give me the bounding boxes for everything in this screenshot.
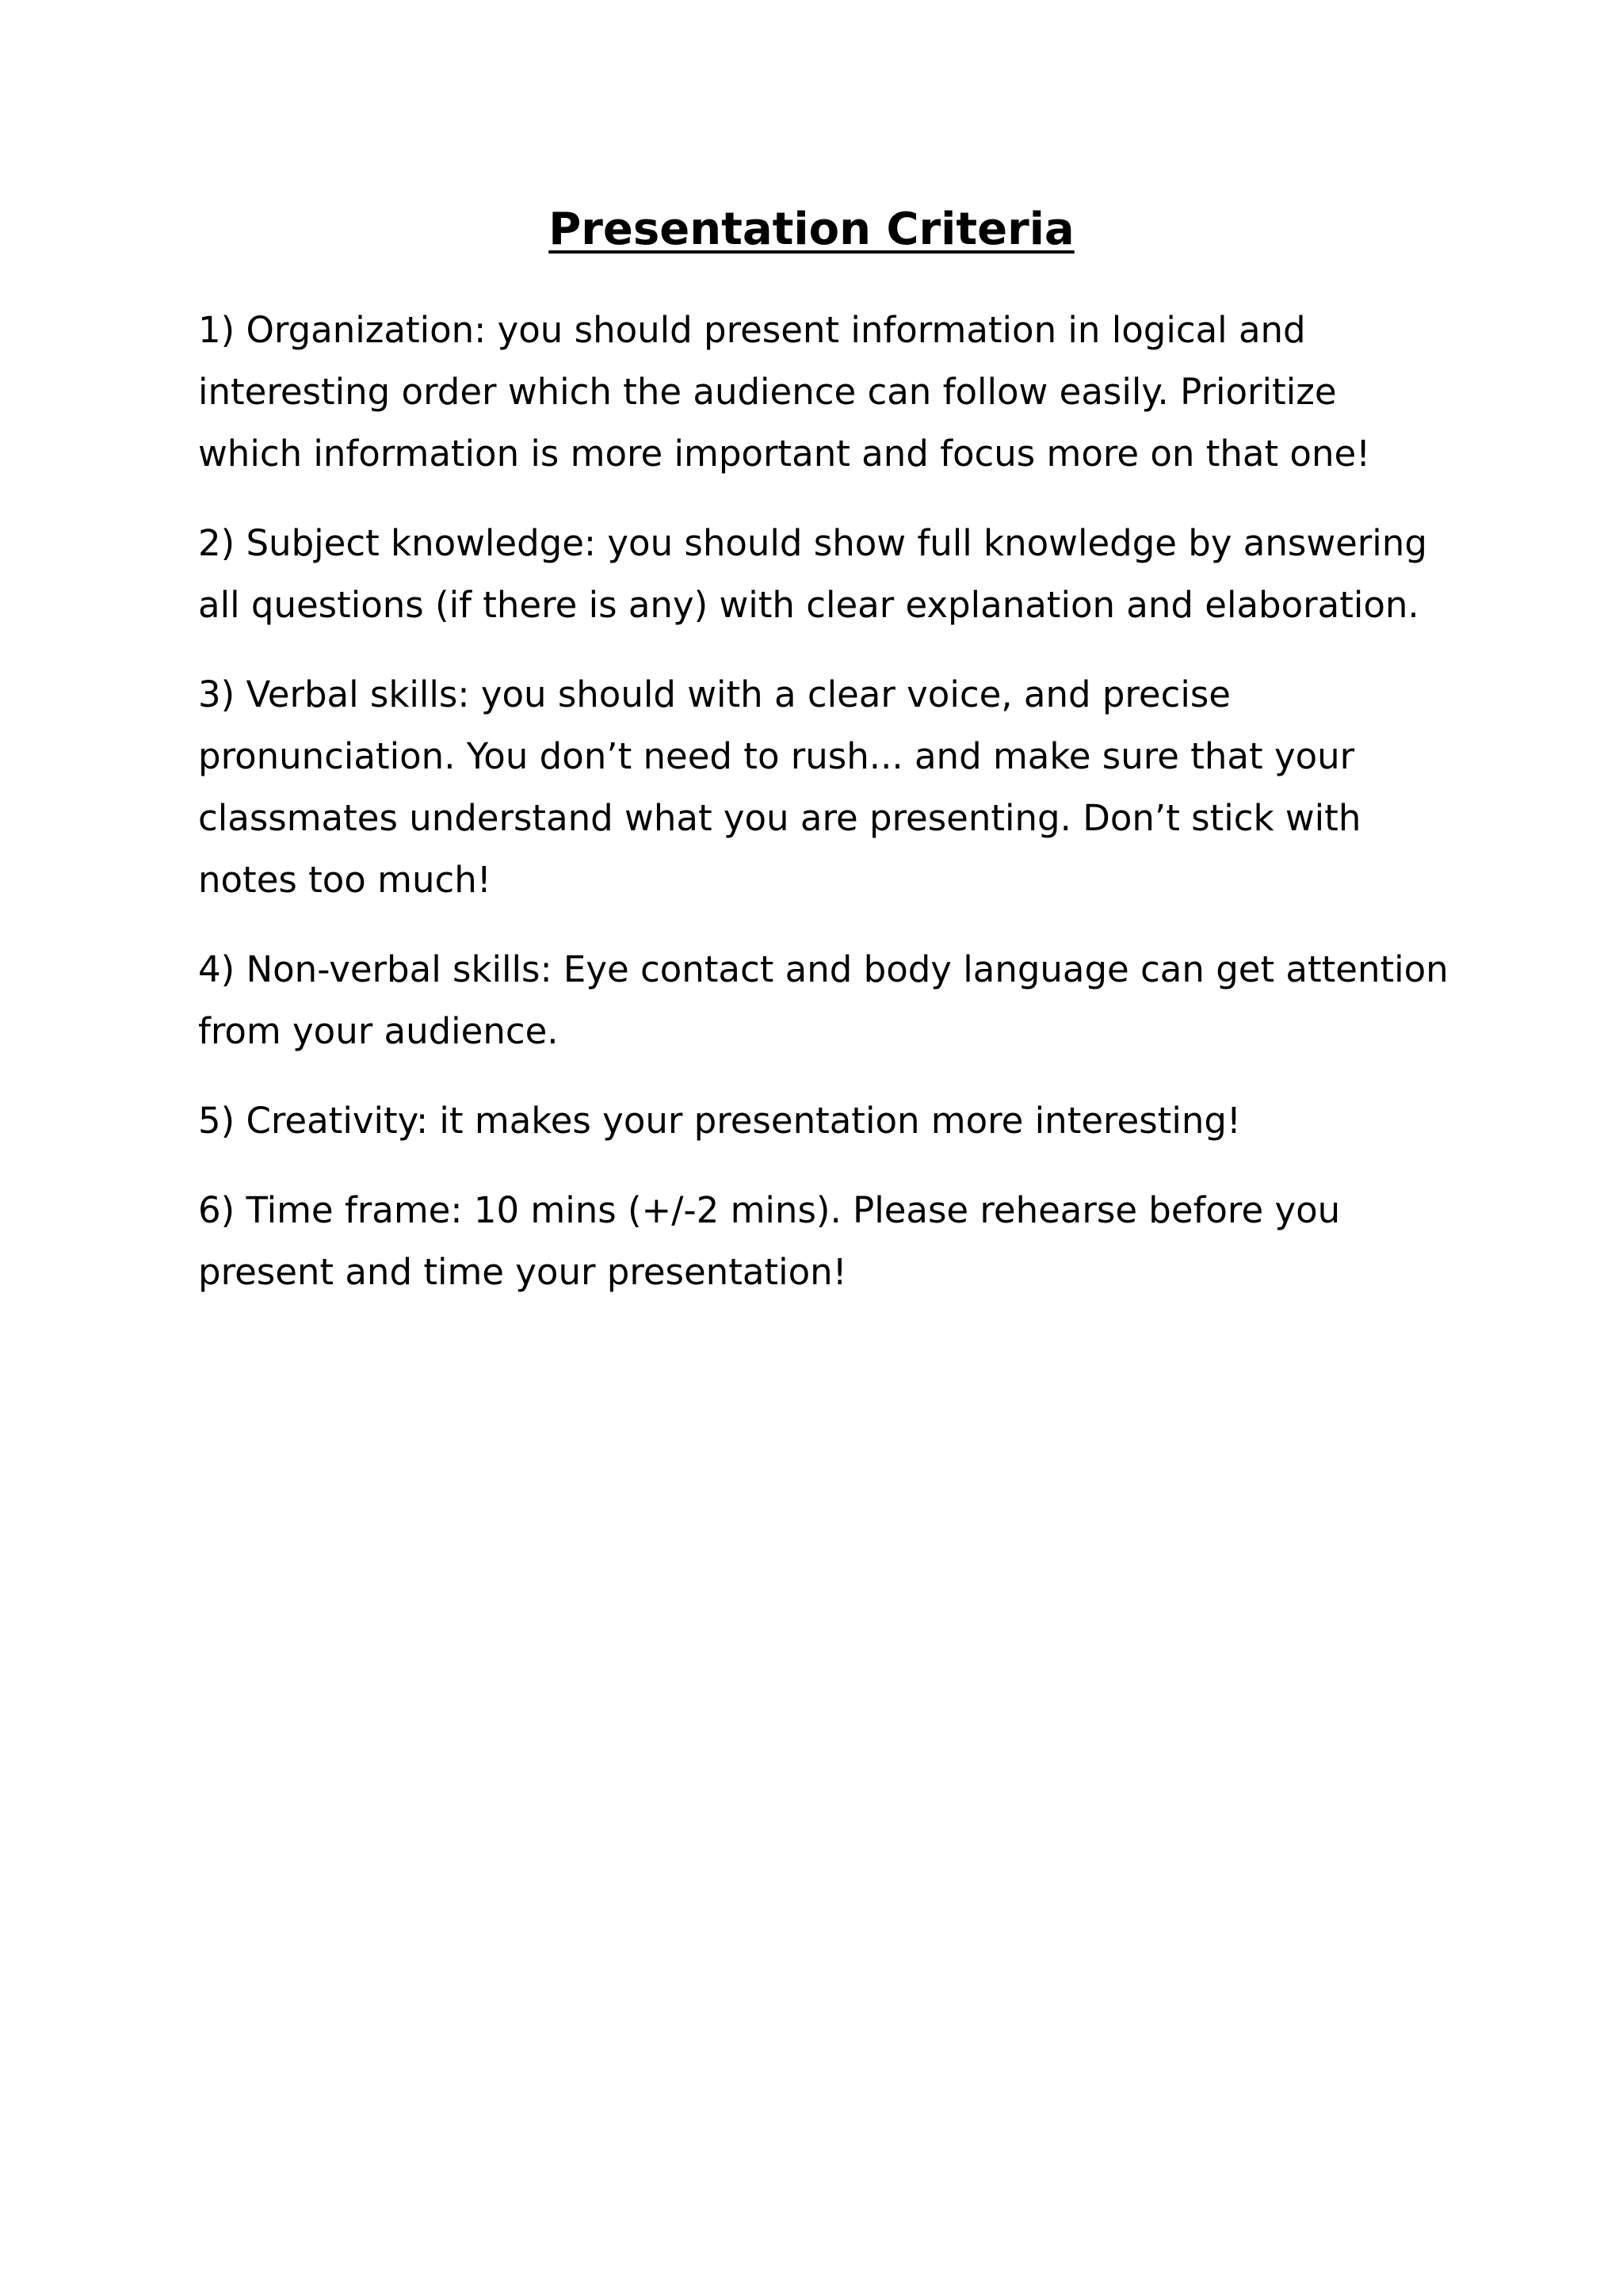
criterion-line: notes too much! (198, 859, 491, 901)
document-title: Presentation Criteria (548, 204, 1075, 255)
criterion-line: interesting order which the audience can follow easily. Prioritize (198, 371, 1337, 413)
criterion-verbal-skills (198, 664, 1450, 911)
criteria-list (198, 299, 1450, 1331)
criterion-subject-knowledge (198, 513, 1450, 636)
criterion-line: classmates understand what you are presenting. Don’t stick with (198, 797, 1361, 839)
criterion-line: all questions (if there is any) with clear explanation and elaboration. (198, 584, 1419, 626)
criterion-line: present and time your presentation! (198, 1251, 847, 1293)
criterion-line: 5) Creativity: it makes your presentation more interesting! (198, 1100, 1241, 1142)
criterion-line: 2) Subject knowledge: you should show full knowledge by answering (198, 522, 1427, 564)
criterion-non-verbal-skills (198, 939, 1450, 1062)
criterion-line: 1) Organization: you should present information in logical and (198, 309, 1306, 351)
criterion-organization (198, 299, 1450, 485)
criterion-line: 3) Verbal skills: you should with a clear voice, and precise (198, 673, 1231, 715)
criterion-line: 6) Time frame: 10 mins (+/-2 mins). Please rehearse before you (198, 1189, 1341, 1231)
criterion-line: 4) Non-verbal skills: Eye contact and body language can get attention (198, 948, 1449, 990)
criterion-line: which information is more important and focus more on that one! (198, 433, 1371, 475)
criterion-time-frame (198, 1180, 1450, 1303)
criterion-creativity (198, 1090, 1450, 1152)
criterion-line: pronunciation. You don’t need to rush... and make sure that your (198, 735, 1355, 777)
criterion-line: from your audience. (198, 1010, 559, 1052)
